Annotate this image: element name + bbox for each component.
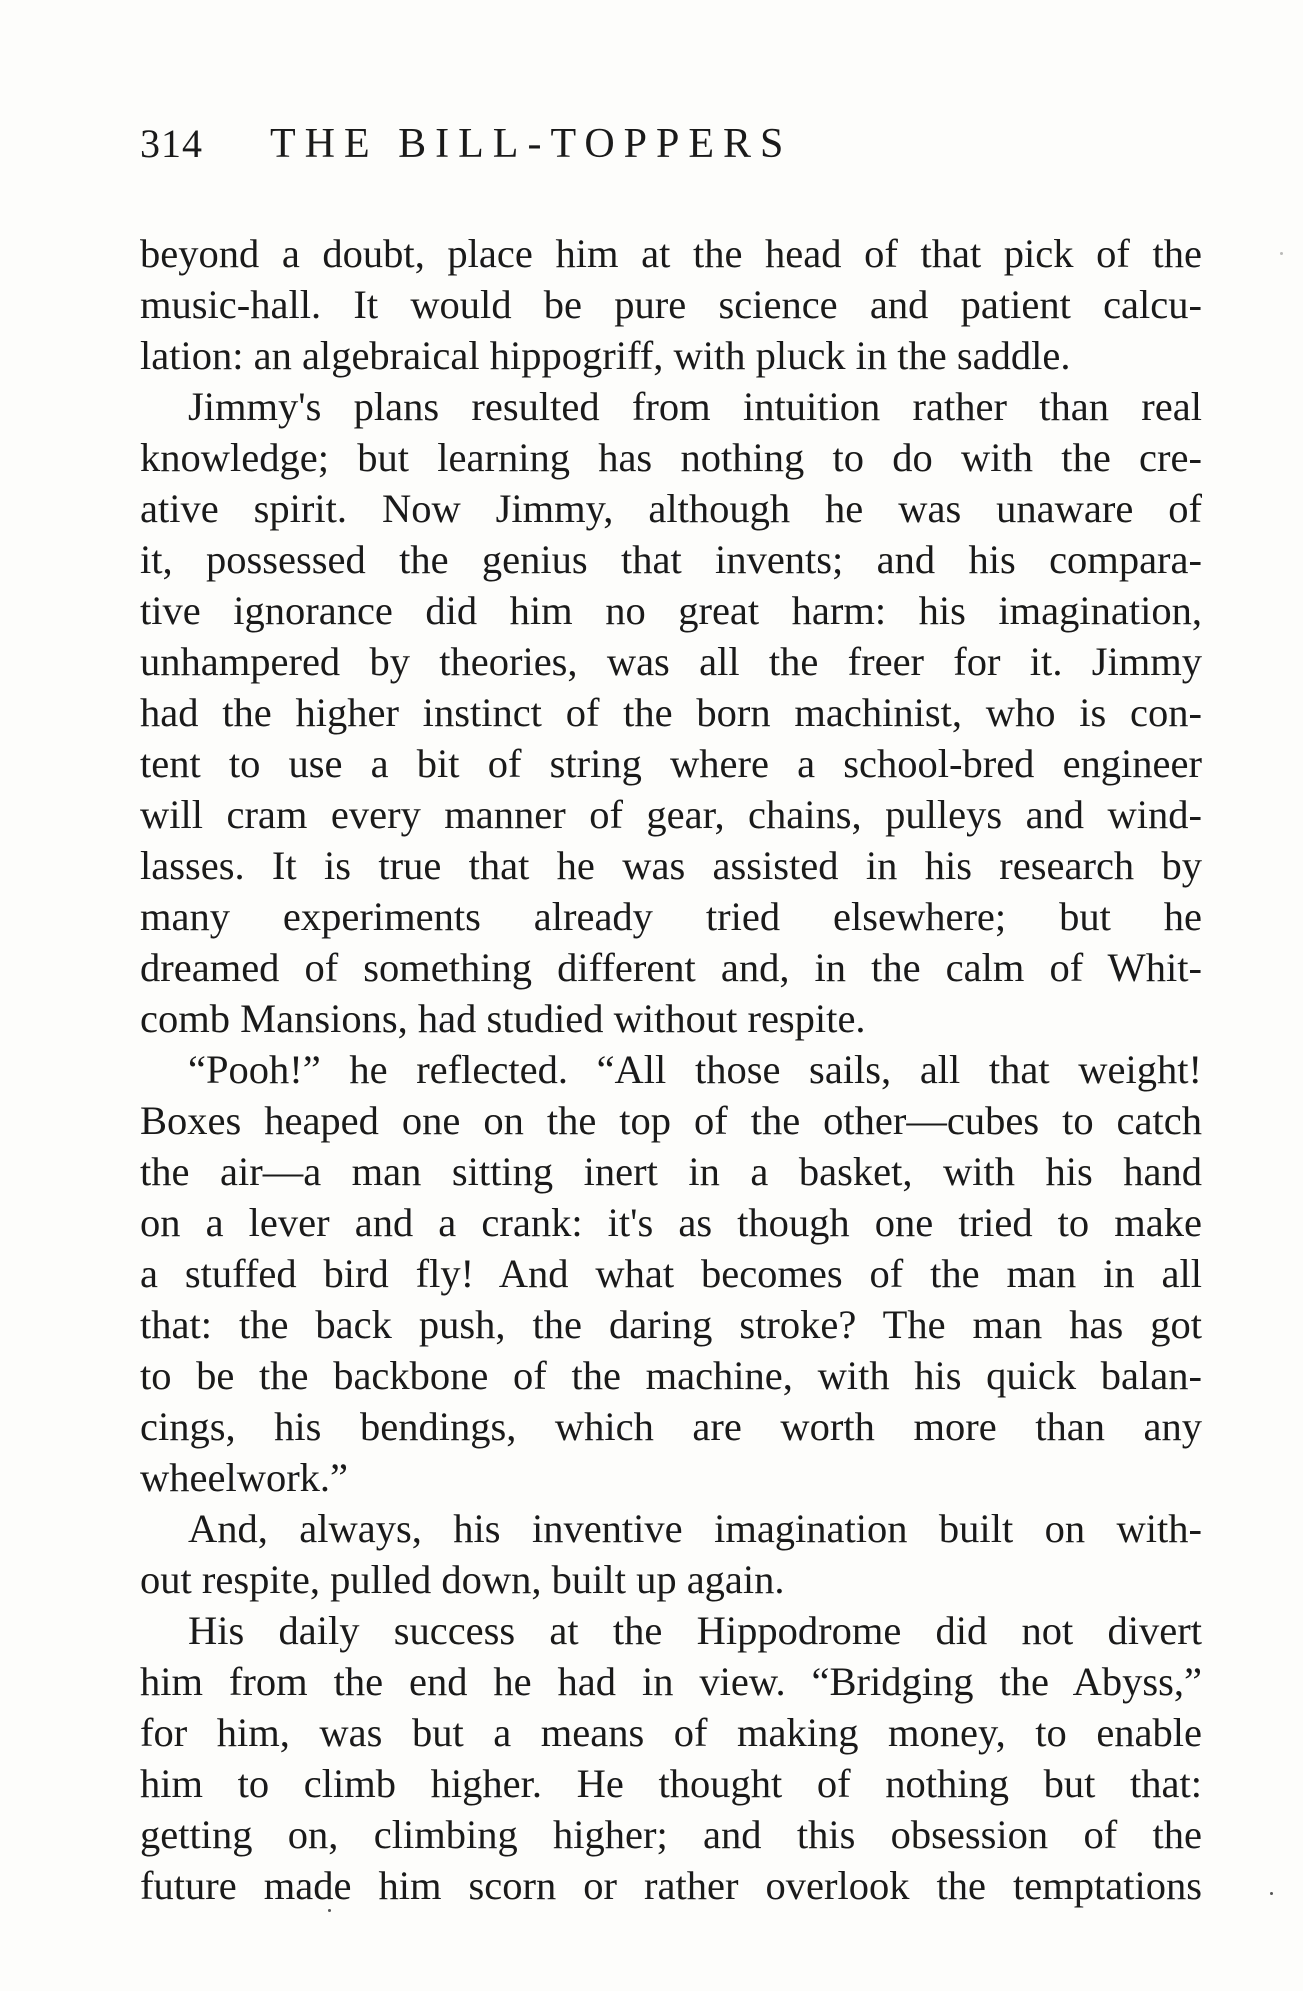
text-line: for him, was but a means of making money, to enable [140, 1710, 1202, 1755]
page-number: 314 [140, 121, 203, 166]
text-line: to be the backbone of the machine, with his quick balan- [140, 1353, 1202, 1398]
text-line: getting on, climbing higher; and this obsession of the [140, 1812, 1202, 1857]
text-line: His daily success at the Hippodrome did not divert [188, 1608, 1202, 1653]
text-line: it, possessed the genius that invents; and his compara- [140, 537, 1202, 582]
text-line: future made him scorn or rather overlook the temptations [140, 1863, 1202, 1908]
text-line: dreamed of something different and, in the calm of Whit- [140, 945, 1202, 990]
text-line: Boxes heaped one on the top of the other—cubes to catch [140, 1098, 1202, 1143]
text-line: that: the back push, the daring stroke? The man has got [140, 1302, 1202, 1347]
text-line: unhampered by theories, was all the freer for it. Jimmy [140, 639, 1202, 684]
text-line: him from the end he had in view. “Bridging the Abyss,” [140, 1659, 1202, 1704]
text-line: And, always, his inventive imagination built on with- [188, 1506, 1202, 1551]
text-line: lasses. It is true that he was assisted in his research by [140, 843, 1202, 888]
text-line: ative spirit. Now Jimmy, although he was unaware of [140, 486, 1202, 531]
page-header [140, 120, 1040, 180]
text-line: lation: an algebraical hippogriff, with pluck in the saddle. [140, 333, 1071, 378]
scan-speck [328, 1909, 331, 1912]
scan-speck [1270, 1892, 1273, 1895]
text-line: the air—a man sitting inert in a basket, with his hand [140, 1149, 1202, 1194]
text-line: him to climb higher. He thought of nothing but that: [140, 1761, 1202, 1806]
body-text [140, 228, 1202, 1911]
text-line: out respite, pulled down, built up again. [140, 1557, 785, 1602]
text-line: beyond a doubt, place him at the head of that pick of the [140, 231, 1202, 276]
running-title: THE BILL-TOPPERS [270, 121, 793, 167]
scan-speck [1280, 252, 1283, 255]
text-line: Jimmy's plans resulted from intuition rather than real [188, 384, 1202, 429]
text-line: on a lever and a crank: it's as though one tried to make [140, 1200, 1202, 1245]
text-line: cings, his bendings, which are worth more than any [140, 1404, 1202, 1449]
text-line: tent to use a bit of string where a school-bred engineer [140, 741, 1202, 786]
text-line: a stuffed bird fly! And what becomes of the man in all [140, 1251, 1202, 1296]
text-line: knowledge; but learning has nothing to do with the cre- [140, 435, 1202, 480]
text-line: had the higher instinct of the born machinist, who is con- [140, 690, 1202, 735]
text-line: comb Mansions, had studied without respite. [140, 996, 866, 1041]
text-line: “Pooh!” he reflected. “All those sails, all that weight! [188, 1047, 1202, 1092]
text-line: wheelwork.” [140, 1455, 349, 1500]
text-line: tive ignorance did him no great harm: his imagination, [140, 588, 1202, 633]
text-line: music-hall. It would be pure science and patient calcu- [140, 282, 1202, 327]
text-line: many experiments already tried elsewhere; but he [140, 894, 1202, 939]
text-line: will cram every manner of gear, chains, pulleys and wind- [140, 792, 1202, 837]
